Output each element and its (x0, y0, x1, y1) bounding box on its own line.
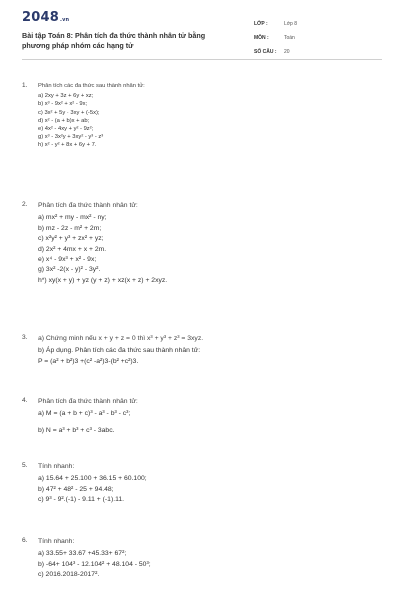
problem-line: b) -64+ 104³ - 12.104² + 48.104 - 50³; (38, 560, 151, 568)
meta-value: Lớp 8 (284, 21, 298, 27)
problem-line: a) 33.55+ 33.67 +45.33+ 67²; (38, 550, 127, 558)
problem-number: 6. (22, 537, 28, 544)
meta-panel (254, 17, 384, 59)
problem-prompt: Phân tích các đa thức sau thành nhân tử: (38, 83, 145, 89)
header-divider (22, 59, 382, 60)
problem-line: c) 3x² + 5y · 3xy + (-5x); (38, 109, 100, 116)
problem-line: a) M = (a + b + c)³ - a³ - b³ - c³; (38, 410, 131, 418)
problem-number: 4. (22, 397, 28, 404)
problem-number: 1. (22, 82, 28, 89)
problem-prompt: Tính nhanh: (38, 538, 75, 545)
meta-label: MÔN : (254, 35, 269, 41)
site-logo[interactable] (22, 10, 69, 25)
problem-line: b) Áp dụng. Phân tích các đa thức sau thành nhân tử: (38, 347, 201, 355)
problem-line: e) x⁴ - 9x³ + x² - 9x; (38, 256, 97, 264)
problem-line: a) 15.64 + 25.100 + 36.15 + 60.100; (38, 475, 147, 483)
problem-line: b) N = a³ + b³ + c³ - 3abc. (38, 426, 115, 434)
problem-number: 3. (22, 334, 28, 341)
problem-4 (22, 397, 388, 436)
problem-number: 2. (22, 201, 28, 208)
meta-row-subject (254, 31, 384, 45)
problem-line: d) 2x² + 4mx + x + 2m. (38, 245, 107, 253)
problem-line: b) mz - 2z - m² + 2m; (38, 224, 102, 232)
logo-suffix: .vn (59, 17, 70, 23)
problem-number: 5. (22, 462, 28, 469)
problem-line: g) 3x² -2(x - y)² - 3y². (38, 266, 101, 274)
problem-line: c) 2016.2018-2017². (38, 571, 100, 579)
problem-line: a) 2xy + 3z + 6y + xz; (38, 93, 94, 100)
problem-3 (22, 334, 388, 367)
problem-line: a) mx² + my - mx² - ny; (38, 214, 107, 222)
problem-line: g) x³ - 3x²y + 3xy² - y³ - z³ (38, 134, 104, 141)
problem-line: b) x³ - 9x² + x² - 9x; (38, 101, 88, 108)
meta-label: SỐ CÂU : (254, 49, 277, 55)
problem-prompt: a) Chứng minh nếu x + y + z = 0 thì x³ + y³ + z³ = 3xyz. (38, 335, 204, 342)
meta-value: Toán (284, 35, 295, 41)
problem-line: P = (a² + b²)3 +(c² -a²)3-(b² +c²)3. (38, 357, 139, 365)
problem-5 (22, 462, 388, 506)
problem-prompt: Tính nhanh: (38, 463, 75, 470)
problem-line: h*) xy(x + y) + yz (y + z) + xz(x + z) + 2xyz. (38, 276, 168, 284)
problem-2 (22, 201, 388, 286)
problem-line: e) 4x² - 4xy + y² - 9z²; (38, 126, 94, 133)
logo-text: 2048 (22, 10, 59, 25)
problem-line: c) x²y² + y³ + zx² + yz; (38, 235, 104, 243)
problem-6 (22, 537, 388, 581)
meta-row-count (254, 45, 384, 59)
problem-line: h) x² - y² + 8x + 6y + 7. (38, 142, 97, 149)
document-title: Bài tập Toán 8: Phân tích đa thức thành nhân tử bằng phương pháp nhóm các hạng tử (22, 31, 206, 50)
meta-row-class (254, 17, 384, 31)
meta-value: 20 (284, 49, 290, 55)
problem-line: c) 9³ - 9².(-1) - 9.11 + (-1).11. (38, 496, 125, 504)
problem-prompt: Phân tích đa thức thành nhân tử: (38, 202, 138, 209)
problem-line: d) x² - (a + b)x + ab; (38, 117, 90, 124)
problem-prompt: Phân tích đa thức thành nhân tử: (38, 398, 138, 405)
problem-line: b) 47² + 48² - 25 + 94.48; (38, 485, 114, 493)
problem-1 (22, 82, 388, 150)
meta-label: LỚP : (254, 21, 268, 27)
